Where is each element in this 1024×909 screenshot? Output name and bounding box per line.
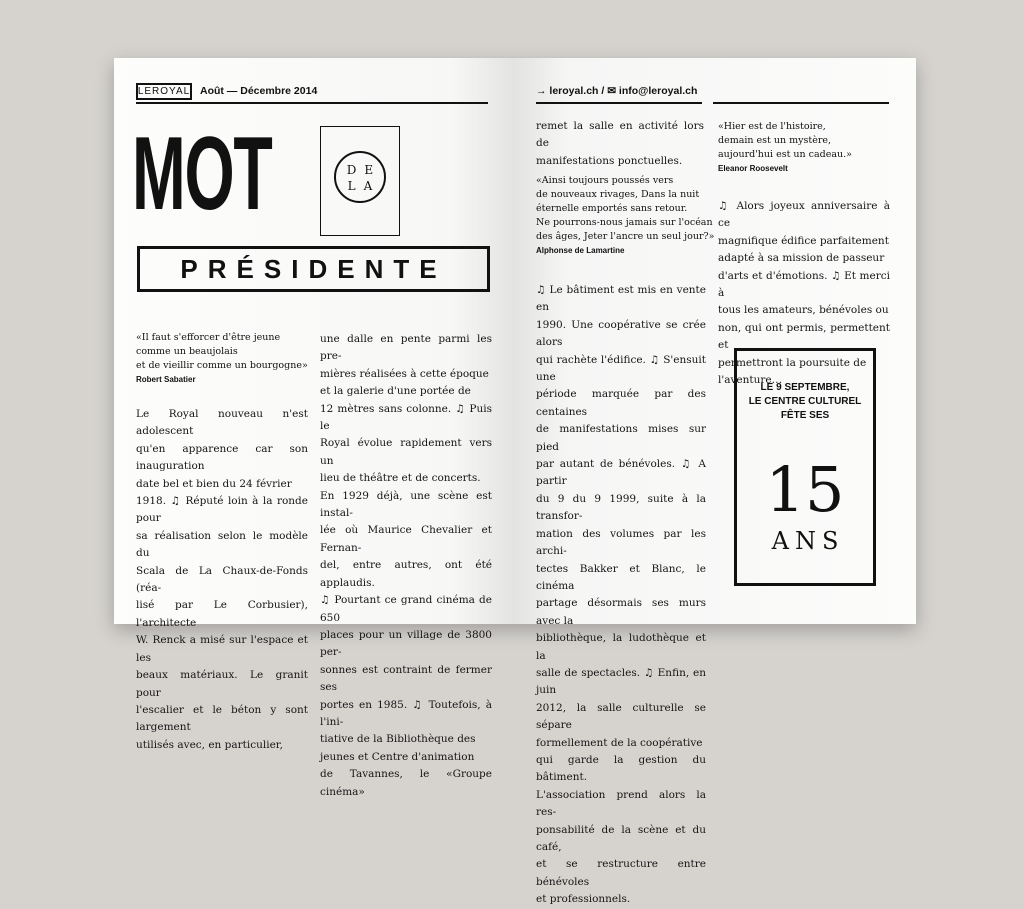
title-de: DE: [346, 163, 382, 177]
text-line: qui garde la gestion du bâtiment.: [536, 753, 706, 784]
quote-line: «Hier est de l'histoire,: [718, 121, 826, 132]
intro-lines: [536, 118, 704, 170]
body-column-1: [136, 406, 308, 754]
text-line: ♫ Le bâtiment est mis en vente en: [536, 284, 706, 314]
quote-line: comme un beaujolais: [136, 346, 238, 357]
text-line: qu'en apparence car son inauguration: [136, 442, 308, 473]
text-line: sonnes est contraint de fermer ses: [320, 663, 492, 694]
quote-author: Eleanor Roosevelt: [718, 164, 788, 173]
text-line: lée où Maurice Chevalier et Fernan-: [320, 524, 492, 554]
text-line: 1990. Une coopérative se crée alors: [536, 318, 706, 349]
text-line: beaux matériaux. Le granit pour: [136, 669, 308, 699]
badge-number: 15: [765, 453, 845, 526]
badge-line: LE 9 SEPTEMBRE,: [760, 382, 850, 393]
text-line: l'escalier et le béton y sont largement: [136, 703, 308, 734]
text-line: mation des volumes par les archi-: [536, 527, 706, 558]
text-line: bibliothèque, la ludothèque et la: [536, 632, 706, 662]
quote-roosevelt: [718, 120, 852, 176]
text-line: tiative de la Bibliothèque des: [320, 733, 476, 746]
text-line: partage désormais ses murs avec la: [536, 597, 706, 627]
text-line: 1918. ♫ Réputé loin à la ronde pour: [136, 495, 308, 525]
text-line: de Tavannes, le «Groupe cinéma»: [320, 768, 492, 798]
text-line: adapté à sa mission de passeur: [718, 252, 885, 265]
text-line: salle de spectacles. ♫ Enfin, en juin: [536, 666, 706, 697]
magazine-spread: [114, 58, 916, 906]
text-line: tectes Bakker et Blanc, le cinéma: [536, 562, 706, 592]
text-line: del, entre autres, ont été applaudis.: [320, 559, 492, 589]
text-line: jeunes et Centre d'animation: [320, 750, 475, 763]
header-rule: [136, 102, 488, 104]
de-la-box: [320, 126, 400, 236]
text-line: qui rachète l'édifice. ♫ S'ensuit une: [536, 353, 706, 384]
quote-line: des âges, Jeter l'ancre un seul jour?»: [536, 231, 715, 242]
text-line: permettront la poursuite de: [718, 356, 867, 369]
body-column-3: [536, 282, 706, 909]
title-presidente: PRÉSIDENTE: [137, 246, 490, 292]
quote-line: éternelle emportés sans retour.: [536, 203, 688, 214]
anniversary-badge: [734, 348, 876, 586]
quote-author: Alphonse de Lamartine: [536, 246, 625, 255]
quote-author: Robert Sabatier: [136, 375, 196, 384]
text-line: lieu de théâtre et de concerts.: [320, 472, 481, 485]
text-line: 2012, la salle culturelle se sépare: [536, 701, 706, 732]
text-line: En 1929 déjà, une scène est instal-: [320, 489, 492, 520]
text-line: Le Royal nouveau n'est adolescent: [136, 408, 308, 438]
text-line: du 9 du 9 1999, suite à la transfor-: [536, 492, 706, 523]
text-line: par autant de bénévoles. ♫ A partir: [536, 458, 706, 488]
badge-caption: [737, 381, 873, 423]
title-la: LA: [347, 179, 381, 193]
quote-line: et de vieillir comme un bourgogne»: [136, 360, 308, 371]
text-line: sa réalisation selon le modèle du: [136, 529, 308, 560]
text-line: L'association prend alors la res-: [536, 788, 706, 819]
text-line: manifestations ponctuelles.: [536, 154, 683, 167]
text-line: Scala de La Chaux-de-Fonds (réa-: [136, 564, 308, 595]
quote-line: de nouveaux rivages, Dans la nuit: [536, 189, 700, 200]
text-line: mières réalisées à cette époque: [320, 367, 489, 380]
text-line: ♫ Alors joyeux anniversaire à ce: [718, 200, 890, 230]
quote-lamartine: [536, 174, 714, 258]
text-line: d'arts et d'émotions. ♫ Et merci à: [718, 269, 890, 300]
text-line: période marquée par des centaines: [536, 388, 706, 418]
text-line: remet la salle en activité lors de: [536, 120, 704, 150]
text-line: magnifique édifice parfaitement: [718, 234, 889, 247]
quote-line: «Ainsi toujours poussés vers: [536, 175, 674, 186]
text-line: Royal évolue rapidement vers un: [320, 437, 492, 467]
quote-line: «Il faut s'efforcer d'être jeune: [136, 332, 281, 343]
badge-line: LE CENTRE CULTUREL: [748, 396, 862, 407]
text-line: formellement de la coopérative: [536, 736, 703, 749]
badge-line: FÊTE SES: [780, 410, 830, 421]
badge-unit: ANS: [771, 527, 845, 555]
text-line: portes en 1985. ♫ Toutefois, à l'ini-: [320, 698, 492, 728]
text-line: et professionnels.: [536, 893, 631, 906]
quote-line: aujourd'hui est un cadeau.»: [718, 149, 852, 160]
issue-period: Août — Décembre 2014: [200, 85, 318, 97]
left-page: [114, 58, 512, 798]
quote-sabatier: [136, 331, 308, 387]
body-column-2: [320, 331, 492, 801]
text-line: places pour un village de 3800 per-: [320, 628, 492, 659]
text-line: une dalle en pente parmi les pre-: [320, 333, 492, 363]
text-line: date bel et bien du 24 février: [136, 477, 292, 490]
de-la-circle: [334, 151, 386, 203]
contact-line: → leroyal.ch / ✉ info@leroyal.ch: [536, 85, 698, 97]
text-line: tous les amateurs, bénévoles ou: [718, 304, 889, 317]
text-line: et la galerie d'une portée de: [320, 385, 471, 398]
brand-label: LEROYAL: [136, 83, 192, 100]
header-rule-2: [713, 102, 889, 104]
quote-line: demain est un mystère,: [718, 135, 832, 146]
right-page: [512, 58, 916, 906]
text-line: l'aventure…: [718, 374, 783, 387]
text-line: ♫ Pourtant ce grand cinéma de 650: [320, 594, 492, 624]
header-rule: [536, 102, 702, 104]
quote-line: Ne pourrons-nous jamais sur l'océan: [536, 217, 713, 228]
text-line: de manifestations mises sur pied: [536, 423, 706, 453]
title-mot: MOT: [132, 116, 272, 232]
text-line: lisé par Le Corbusier), l'architecte: [136, 599, 308, 629]
text-line: non, qui ont permis, permettent et: [718, 321, 890, 352]
text-line: utilisés avec, en particulier,: [136, 738, 284, 751]
text-line: 12 mètres sans colonne. ♫ Puis le: [320, 402, 492, 433]
text-line: W. Renck a misé sur l'espace et les: [136, 634, 308, 664]
text-line: ponsabilité de la scène et du café,: [536, 823, 706, 853]
text-line: et se restructure entre bénévoles: [536, 858, 706, 888]
